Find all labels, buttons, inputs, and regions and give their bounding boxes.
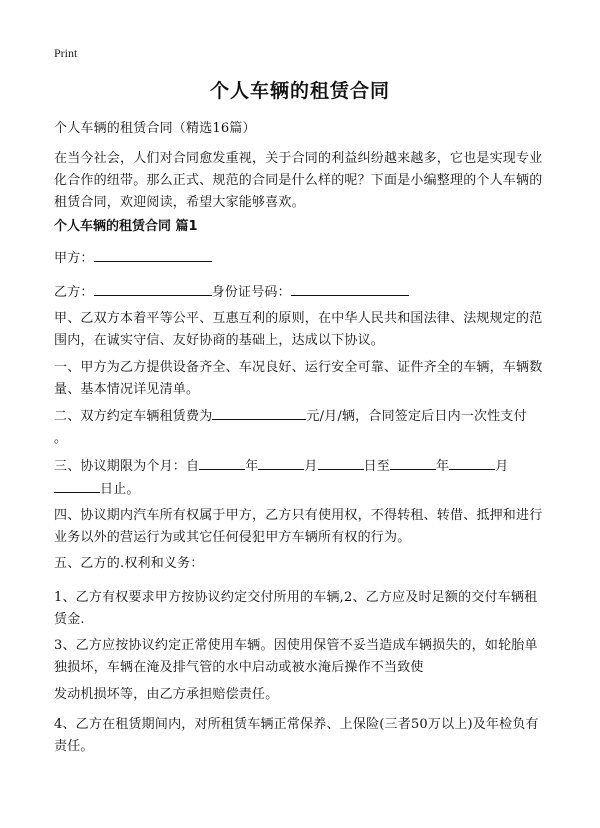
- end-month-blank[interactable]: [449, 455, 495, 470]
- document-subtitle: 个人车辆的租赁合同（精选16篇）: [54, 121, 256, 136]
- clause-five-heading: 五、乙方的.权利和义务：: [54, 556, 204, 571]
- end-month-label: 月: [495, 459, 509, 474]
- start-month-blank[interactable]: [258, 455, 304, 470]
- party-b-blank[interactable]: [94, 281, 212, 296]
- id-number-blank[interactable]: [291, 281, 409, 296]
- start-month-label: 月: [304, 459, 318, 474]
- clause-two-text-b: 元/月/辆，合同签定后日内一次性支付: [306, 409, 527, 424]
- clause-five-item-3-continued: 发动机损坏等，由乙方承担赔偿责任。: [54, 687, 279, 702]
- clause-one: 一、甲方为乙方提供设备齐全、车况良好、运行安全可靠、证件齐全的车辆，车辆数量、基本情况详见清单。: [54, 360, 543, 397]
- clause-two-text-c: 。: [54, 431, 68, 446]
- clause-five-item-4: 4、乙方在租赁期间内，对所租赁车辆正常保养、上保险(三者50万以上)及年检负有责任。: [54, 717, 539, 754]
- party-a-blank[interactable]: [94, 247, 212, 262]
- clause-two: [54, 405, 550, 450]
- principle-paragraph: 甲、乙双方本着平等公平、互惠互利的原则，在中华人民共和国法律、法规规定的范围内，在诚实守信、友好协商的基础上，达成以下协议。: [54, 311, 543, 348]
- start-year-blank[interactable]: [199, 455, 245, 470]
- party-a-label: 甲方：: [54, 251, 94, 266]
- start-year-label: 年: [245, 459, 259, 474]
- section-heading-1: 个人车辆的租赁合同 篇1: [54, 219, 198, 234]
- party-b-line: [54, 281, 550, 304]
- end-year-blank[interactable]: [390, 455, 436, 470]
- intro-paragraph: 在当今社会，人们对合同愈发重视，关于合同的利益纠纷越来越多，它也是实现专业化合作的纽带。那么正式、规范的合同是什么样的呢？下面是小编整理的个人车辆的租赁合同，欢迎阅读，希望大家能够喜欢。: [54, 151, 543, 210]
- clause-five-item-3: 3、乙方应按协议约定正常使用车辆。因使用保管不妥当造成车辆损失的，如轮胎单独损坏，车辆在淹及排气管的水中启动或被水淹后操作不当致使: [54, 638, 538, 675]
- clause-three: [54, 455, 550, 501]
- clause-five-item-1: 1、乙方有权要求甲方按协议约定交付所用的车辆,2、乙方应及时足额的交付车辆租赁金.: [54, 590, 538, 627]
- document-title: 个人车辆的租赁合同: [209, 80, 390, 102]
- party-a-line: [54, 247, 550, 270]
- end-year-label: 年: [436, 459, 450, 474]
- end-day-label: 日止。: [100, 482, 140, 497]
- clause-four: 四、协议期内汽车所有权属于甲方，乙方只有使用权，不得转租、转借、抵押和进行业务以外的营运行为或其它任何侵犯甲方车辆所有权的行为。: [54, 508, 543, 545]
- party-b-label: 乙方：: [54, 285, 94, 300]
- end-day-blank[interactable]: [54, 478, 100, 493]
- clause-three-text-a: 三、协议期限为个月：自: [54, 459, 200, 474]
- clause-two-text-a: 二、双方约定车辆租赁费为: [54, 409, 213, 424]
- start-day-blank[interactable]: [318, 455, 364, 470]
- rent-amount-blank[interactable]: [212, 405, 306, 420]
- start-day-to-label: 日至: [363, 459, 391, 474]
- print-link[interactable]: Print: [54, 46, 78, 60]
- id-number-label: 身份证号码：: [211, 285, 291, 300]
